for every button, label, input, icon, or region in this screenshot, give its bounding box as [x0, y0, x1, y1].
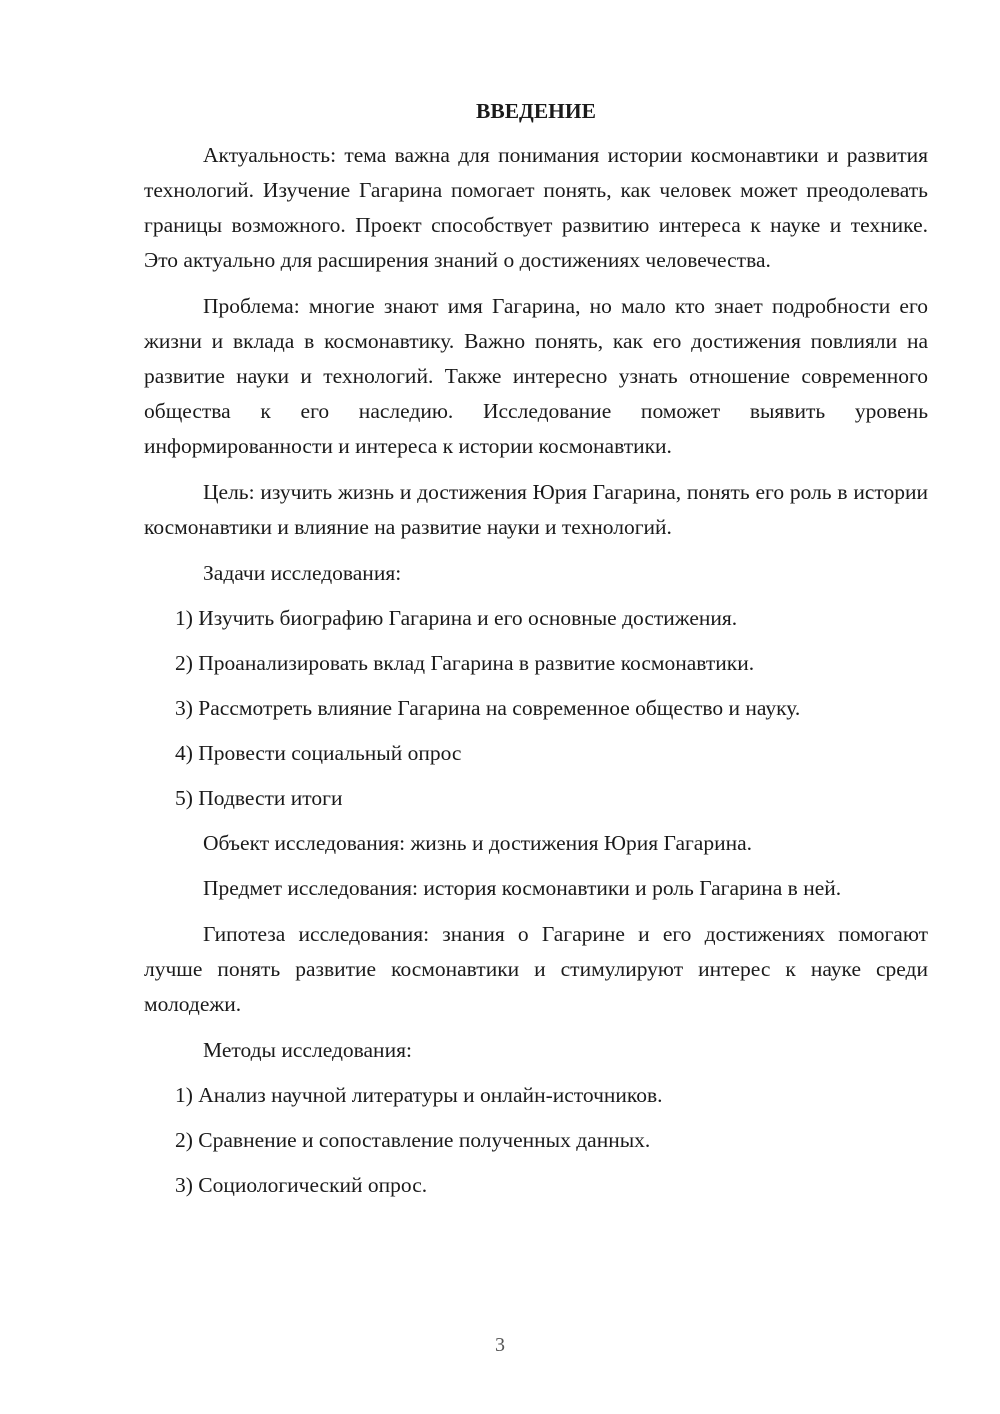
- tasks-list: [144, 601, 928, 816]
- goal-paragraph: Цель: изучить жизнь и достижения Юрия Гагарина, понять его роль в истории космонавтики и влияние на развитие науки и технологий.: [144, 480, 928, 539]
- list-item: 1) Анализ научной литературы и онлайн-источников.: [175, 1083, 663, 1107]
- tasks-heading: Задачи исследования:: [203, 561, 402, 585]
- methods-heading: Методы исследования:: [203, 1038, 412, 1062]
- list-item: 1) Изучить биографию Гагарина и его основные достижения.: [175, 606, 738, 630]
- list-item: 2) Проанализировать вклад Гагарина в развитие космонавтики.: [175, 651, 755, 675]
- methods-list: [144, 1078, 928, 1203]
- object-paragraph: Объект исследования: жизнь и достижения Юрия Гагарина.: [203, 831, 753, 855]
- subject-paragraph: Предмет исследования: история космонавтики и роль Гагарина в ней.: [203, 876, 842, 900]
- list-item: 4) Провести социальный опрос: [175, 741, 462, 765]
- list-item: 2) Сравнение и сопоставление полученных данных.: [175, 1128, 651, 1152]
- list-item: 3) Социологический опрос.: [175, 1173, 428, 1197]
- document-page: [144, 96, 928, 1213]
- problem-paragraph: Проблема: многие знают имя Гагарина, но мало кто знает подробности его жизни и вклада в космонавтику. Важно понять, как его достижения повлияли на развитие науки и технологий. Также интересно узнать отношение современного общества к его наследию. Исследование поможет выявить уровень информированности и интереса к истории космонавтики.: [144, 294, 928, 458]
- hypothesis-paragraph: Гипотеза исследования: знания о Гагарине и его достижениях помогают лучше понять развитие космонавтики и стимулируют интерес к науке среди молодежи.: [144, 922, 928, 1016]
- page-number: 3: [495, 1334, 505, 1356]
- list-item: 3) Рассмотреть влияние Гагарина на современное общество и науку.: [175, 696, 801, 720]
- document-title: ВВЕДЕНИЕ: [476, 99, 596, 123]
- list-item: 5) Подвести итоги: [175, 786, 343, 810]
- relevance-paragraph: Актуальность: тема важна для понимания истории космонавтики и развития технологий. Изучение Гагарина помогает понять, как человек может преодолевать границы возможного. Проект способствует развитию интереса к науке и технике. Это актуально для расширения знаний о достижениях человечества.: [144, 143, 928, 272]
